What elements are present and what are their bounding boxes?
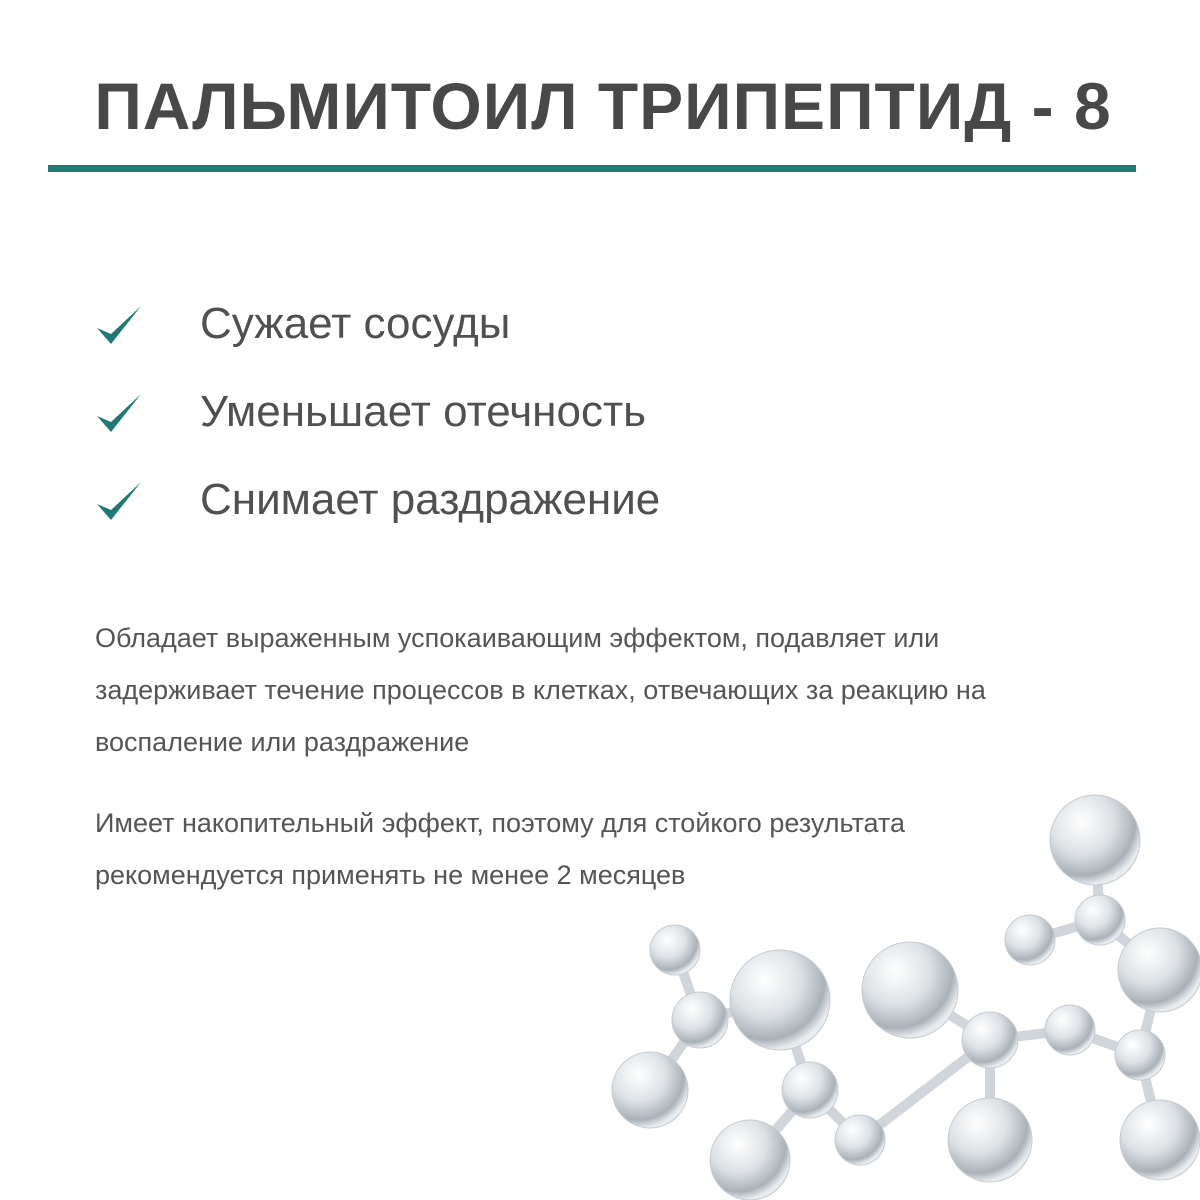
page-title: ПАЛЬМИТОИЛ ТРИПЕПТИД - 8 <box>94 69 1112 143</box>
benefit-item <box>95 280 660 368</box>
benefit-label: Снимает раздражение <box>200 475 661 524</box>
benefit-label: Уменьшает отечность <box>200 387 647 436</box>
benefit-label: Сужает сосуды <box>200 299 511 348</box>
benefit-item <box>95 456 660 544</box>
checkmark-icon <box>95 476 143 524</box>
usage-paragraph: Имеет накопительный эффект, поэтому для стойкого результата рекомендуется применять не менее 2 месяцев <box>95 808 906 890</box>
molecule-illustration <box>590 790 1200 1200</box>
title-divider <box>48 165 1136 172</box>
description-paragraph: Обладает выраженным успокаивающим эффектом, подавляет или задерживает течение процессов в клетках, отвечающих за реакцию на воспаление или раздражение <box>95 623 986 757</box>
benefit-item <box>95 368 660 456</box>
checkmark-icon <box>95 388 143 436</box>
checkmark-icon <box>95 300 143 348</box>
benefits-list <box>95 280 660 544</box>
